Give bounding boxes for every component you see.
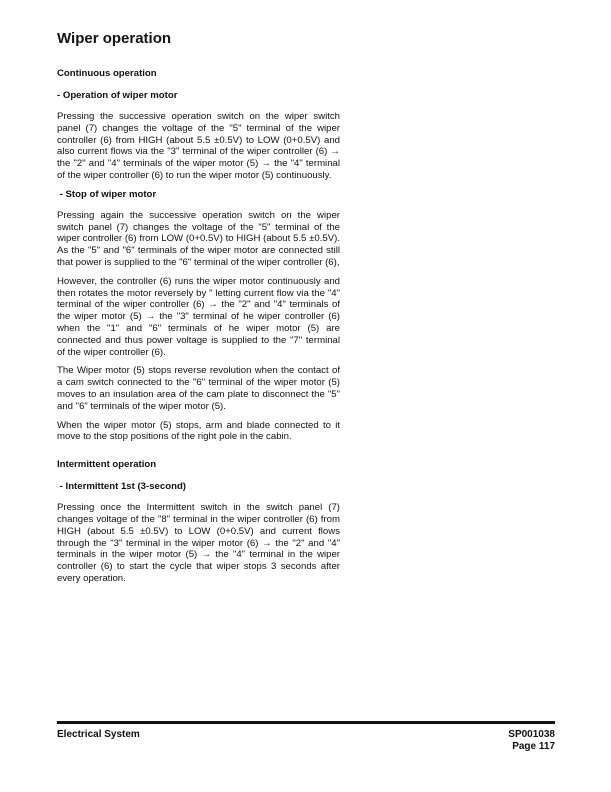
paragraph: However, the controller (6) runs the wiper motor continuously and then rotates the motor reversely by " letting current flow via the "4" terminal of the wiper controller (6) → the "2" and "4" terminals of the wiper motor (5) → the "3" terminal of he wiper controller (6) when the "1" and "6" terminals of he wiper motor (5) are connected and thus power voltage is supplied to the "7" terminal of the wiper controller (6). xyxy=(57,275,340,358)
section-heading-continuous: Continuous operation xyxy=(57,68,157,79)
footer-section-name: Electrical System xyxy=(57,729,140,740)
subsection-heading-stop: - Stop of wiper motor xyxy=(57,188,157,200)
paragraph: The Wiper motor (5) stops reverse revolution when the contact of a cam switch connected to the "6" terminal of the wiper motor (5) moves to an insulation area of the cam plate to disconnect the "5" and "6" terminals of the wiper motor (5). xyxy=(57,365,340,412)
paragraph: When the wiper motor (5) stops, arm and blade connected to it move to the stop positions of the right pole in the cabin. xyxy=(57,419,340,443)
subsection-heading-operation: - Operation of wiper motor xyxy=(57,90,178,101)
footer-divider xyxy=(57,721,555,724)
page-title: Wiper operation xyxy=(57,30,172,47)
subsection-heading-intermittent-1st: - Intermittent 1st (3-second) xyxy=(57,481,186,493)
footer-doc-id: SP001038 xyxy=(508,729,555,740)
paragraph: Pressing the successive operation switch on the wiper switch panel (7) changes the voltage of the "5" terminal of the wiper controller (6) from HIGH (about 5.5 ±0.5V) to LOW (0+0.5V) and also current flows via the "3" terminal of the wiper controller (6) → the "2" and "4" terminals of the wiper motor (5) → the "4" terminal of the wiper controller (6) to run the wiper motor (5) continuously. xyxy=(57,111,340,181)
footer-page-info xyxy=(508,729,555,753)
document-body xyxy=(57,68,340,592)
paragraph: Pressing once the Intermittent switch in the switch panel (7) changes voltage of the "8" terminal in the wiper controller (6) from HIGH (about 5.5 ±0.5V) to LOW (0+0.5V) and current flows through the "3" terminal in the wiper motor (6) → the "2" and "4" terminals in the wiper motor (5) → the "4" terminal in the wiper controller (6) to start the cycle that wiper stops 3 seconds after every operation. xyxy=(57,502,340,584)
footer-page-number: Page 117 xyxy=(512,741,555,752)
paragraph: Pressing again the successive operation switch on the wiper switch panel (7) changes the voltage of the "5" terminal of the wiper controller (6) from LOW (0+0.5V) to HIGH (about 5.5 ±0.5V). As the "5" and "6" terminals of the wiper motor are connected still that power is supplied to the "6" terminal of the wiper controller (6), xyxy=(57,209,340,268)
section-heading-intermittent: Intermittent operation xyxy=(57,459,157,471)
